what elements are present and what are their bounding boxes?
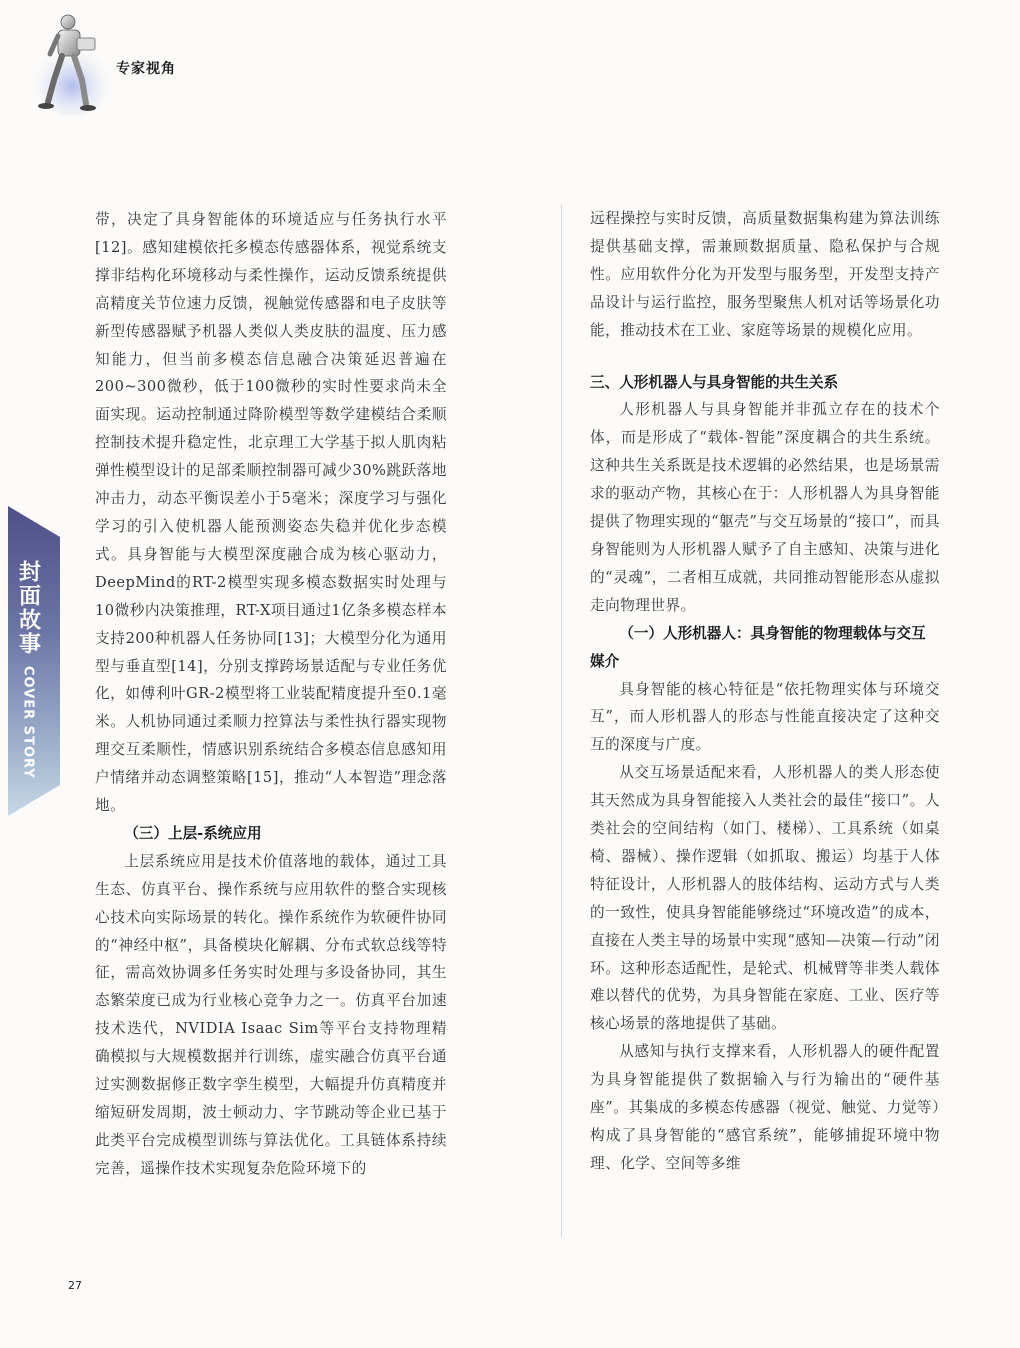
left-paragraph-1: 带，决定了具身智能体的环境适应与任务执行水平[12]。感知建模依托多模态传感器体系，视觉系统支撑非结构化环境移动与柔性操作，运动反馈系统提供高精度关节位速力反馈，视触觉传感器和电子皮肤等新型传感器赋予机器人类似人类皮肤的温度、压力感知能力，但当前多模态信息融合决策延迟普遍在200~300微秒，低于100微秒的实时性要求尚未全面实现。运动控制通过降阶模型等数学建模结合柔顺控制技术提升稳定性，北京理工大学基于拟人肌肉粘弹性模型设计的足部柔顺控制器可减少30%跳跃落地冲击力，动态平衡误差小于5毫米；深度学习与强化学习的引入使机器人能预测姿态失稳并优化步态模式。具身智能与大模型深度融合成为核心驱动力，DeepMind的RT-2模型实现多模态数据实时处理与10微秒内决策推理，RT-X项目通过1亿条多模态样本支持200种机器人任务协同[13]；大模型分化为通用型与垂直型[14]，分别支撑跨场景适配与专业任务优化，如傅利叶GR-2模型将工业装配精度提升至0.1毫米。人机协同通过柔顺力控算法与柔性执行器实现物理交互柔顺性，情感识别系统结合多模态信息感知用户情绪并动态调整策略[15]，推动“人本智造”理念落地。 <box>95 211 447 815</box>
side-tab-cn: 封面故事 <box>15 560 41 656</box>
right-paragraph-5: 从感知与执行支撑来看，人形机器人的硬件配置为具身智能提供了数据输入与行为输出的“硬件基座”。其集成的多模态传感器（视觉、触觉、力觉等）构成了具身智能的“感官系统”，能够捕捉环境中物理、化学、空间等多维 <box>590 1043 940 1172</box>
subheading-physical-carrier: （一）人形机器人：具身智能的物理载体与交互媒介 <box>590 624 926 670</box>
right-paragraph-4: 从交互场景适配来看，人形机器人的类人形态使其天然成为具身智能接入人类社会的最佳“接口”。人类社会的空间结构（如门、楼梯）、工具系统（如桌椅、器械）、操作逻辑（如抓取、搬运）均基于人体特征设计，人形机器人的肢体结构、运动方式与人类的一致性，使具身智能能够绕过“环境改造”的成本，直接在人类主导的场景中实现“感知—决策—行动”闭环。这种形态适配性，是轮式、机械臂等非类人载体难以替代的优势，为具身智能在家庭、工业、医疗等核心场景的落地提供了基础。 <box>590 764 940 1033</box>
section-label: 专家视角 <box>116 61 176 77</box>
section-heading-symbiosis: 三、人形机器人与具身智能的共生关系 <box>590 373 839 391</box>
humanoid-robot-icon <box>22 8 122 118</box>
right-paragraph-2: 人形机器人与具身智能并非孤立存在的技术个体，而是形成了“载体-智能”深度耦合的共生系统。这种共生关系既是技术逻辑的必然结果，也是场景需求的驱动产物，其核心在于：人形机器人为具身智能提供了物理实现的“躯壳”与交互场景的“接口”，而具身智能则为人形机器人赋予了自主感知、决策与进化的“灵魂”，二者相互成就，共同推动智能形态从虚拟走向物理世界。 <box>590 401 940 614</box>
right-column <box>590 205 940 1178</box>
column-divider <box>561 205 562 1237</box>
subheading-system-application: （三）上层-系统应用 <box>124 824 262 842</box>
right-paragraph-3: 具身智能的核心特征是“依托物理实体与环境交互”，而人形机器人的形态与性能直接决定了这种交互的深度与广度。 <box>590 680 940 754</box>
page-header <box>22 8 262 118</box>
left-paragraph-2: 上层系统应用是技术价值落地的载体，通过工具生态、仿真平台、操作系统与应用软件的整合实现核心技术向实际场景的转化。操作系统作为软硬件协同的“神经中枢”，具备模块化解耦、分布式软总线等特征，需高效协调多任务实时处理与多设备协同，其生态繁荣度已成为行业核心竞争力之一。仿真平台加速技术迭代，NVIDIA Isaac Sim等平台支持物理精确模拟与大规模数据并行训练，虚实融合仿真平台通过实测数据修正数字孪生模型，大幅提升仿真精度并缩短研发周期，波士顿动力、字节跳动等企业已基于此类平台完成模型训练与算法优化。工具链体系持续完善，遥操作技术实现复杂危险环境下的 <box>95 852 447 1177</box>
page-number: 27 <box>68 1279 82 1292</box>
right-paragraph-1: 远程操控与实时反馈，高质量数据集构建为算法训练提供基础支撑，需兼顾数据质量、隐私保护与合规性。应用软件分化为开发型与服务型，开发型支持产品设计与运行监控，服务型聚焦人机对话等场景化功能，推动技术在工业、家庭等场景的规模化应用。 <box>590 210 940 339</box>
left-column <box>95 206 447 1183</box>
side-tab-en: COVER STORY <box>20 666 36 779</box>
side-tab-text <box>14 560 42 779</box>
